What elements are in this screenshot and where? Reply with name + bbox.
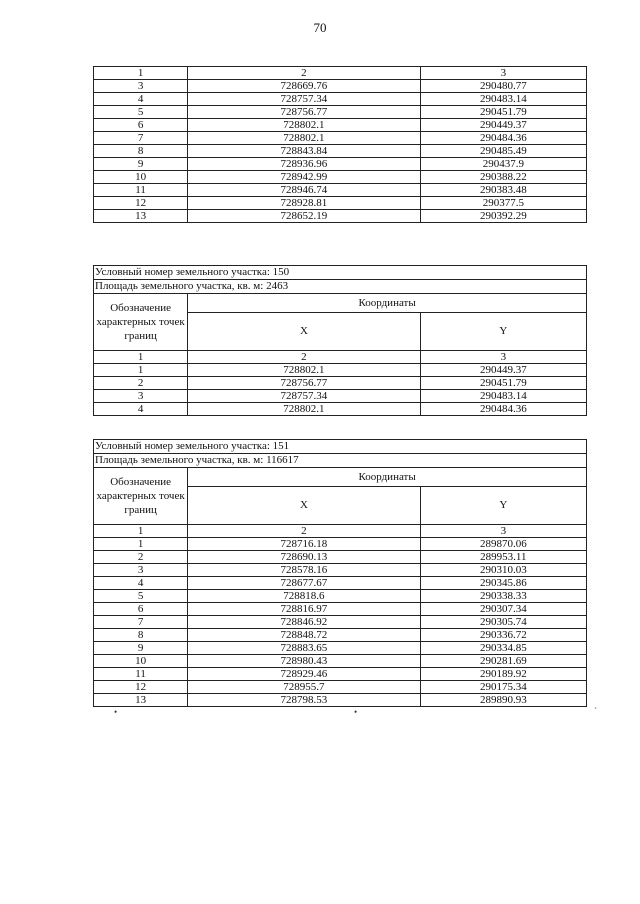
column-number: 2	[188, 67, 420, 80]
point-number-cell: 4	[94, 577, 188, 590]
table-row	[94, 655, 587, 668]
y-column-header: Y	[420, 486, 586, 524]
column-number: 1	[94, 67, 188, 80]
y-coordinate-cell: 289870.06	[420, 538, 586, 551]
table-row	[94, 616, 587, 629]
plot-area-row	[94, 454, 587, 468]
point-number-cell: 2	[94, 551, 188, 564]
point-number-cell: 9	[94, 158, 188, 171]
y-coordinate-cell: 290480.77	[420, 80, 586, 93]
x-coordinate-cell: 728690.13	[188, 551, 420, 564]
column-number: 3	[420, 351, 586, 364]
x-coordinate-cell: 728757.34	[188, 390, 420, 403]
point-number-cell: 8	[94, 629, 188, 642]
y-coordinate-cell: 290377.5	[420, 197, 586, 210]
column-number: 1	[94, 351, 188, 364]
y-coordinate-cell: 290388.22	[420, 171, 586, 184]
point-number-cell: 3	[94, 80, 188, 93]
y-coordinate-cell: 290281.69	[420, 655, 586, 668]
y-coordinate-cell: 290310.03	[420, 564, 586, 577]
point-number-cell: 6	[94, 119, 188, 132]
table-row	[94, 403, 587, 416]
x-coordinate-cell: 728802.1	[188, 403, 420, 416]
coordinates-header: Координаты	[188, 294, 587, 313]
x-coordinate-cell: 728848.72	[188, 629, 420, 642]
table-row	[94, 681, 587, 694]
point-number-cell: 6	[94, 603, 188, 616]
table-row	[94, 145, 587, 158]
table-row	[94, 551, 587, 564]
table-row	[94, 184, 587, 197]
coordinates-header: Координаты	[188, 468, 587, 487]
y-column-header: Y	[420, 312, 586, 350]
y-coordinate-cell: 290305.74	[420, 616, 586, 629]
point-number-cell: 3	[94, 390, 188, 403]
y-coordinate-cell: 290338.33	[420, 590, 586, 603]
column-number-row	[94, 525, 587, 538]
point-number-cell: 10	[94, 655, 188, 668]
column-number: 3	[420, 67, 586, 80]
plot-area-row	[94, 280, 587, 294]
y-coordinate-cell: 290449.37	[420, 364, 586, 377]
table-row	[94, 603, 587, 616]
plot-151-table	[93, 439, 587, 707]
x-coordinate-cell: 728716.18	[188, 538, 420, 551]
y-coordinate-cell: 290383.48	[420, 184, 586, 197]
table-row	[94, 197, 587, 210]
column-number: 2	[188, 351, 420, 364]
table-row	[94, 80, 587, 93]
point-number-cell: 12	[94, 681, 188, 694]
plot-number-row	[94, 266, 587, 280]
point-number-cell: 11	[94, 184, 188, 197]
y-coordinate-cell: 290484.36	[420, 132, 586, 145]
table-row	[94, 377, 587, 390]
x-coordinate-cell: 728846.92	[188, 616, 420, 629]
x-coordinate-cell: 728928.81	[188, 197, 420, 210]
point-number-cell: 2	[94, 377, 188, 390]
y-coordinate-cell: 290484.36	[420, 403, 586, 416]
point-number-cell: 13	[94, 210, 188, 223]
x-coordinate-cell: 728802.1	[188, 364, 420, 377]
x-coordinate-cell: 728757.34	[188, 93, 420, 106]
point-number-cell: 13	[94, 694, 188, 707]
table-row	[94, 210, 587, 223]
y-coordinate-cell: 290451.79	[420, 106, 586, 119]
table-row	[94, 629, 587, 642]
y-coordinate-cell: 290483.14	[420, 93, 586, 106]
x-column-header: X	[188, 486, 420, 524]
column-number: 2	[188, 525, 420, 538]
x-coordinate-cell: 728946.74	[188, 184, 420, 197]
y-coordinate-cell: 290449.37	[420, 119, 586, 132]
table-row	[94, 119, 587, 132]
scan-speck: •	[354, 707, 358, 717]
point-number-cell: 1	[94, 538, 188, 551]
point-number-cell: 11	[94, 668, 188, 681]
continuation-coordinates-table	[93, 66, 587, 223]
plot-number-text: Условный номер земельного участка: 151	[94, 440, 587, 454]
y-coordinate-cell: 290175.34	[420, 681, 586, 694]
x-coordinate-cell: 728929.46	[188, 668, 420, 681]
y-coordinate-cell: 290307.34	[420, 603, 586, 616]
y-coordinate-cell: 290345.86	[420, 577, 586, 590]
x-coordinate-cell: 728677.67	[188, 577, 420, 590]
x-coordinate-cell: 728756.77	[188, 106, 420, 119]
point-number-cell: 5	[94, 106, 188, 119]
table-row	[94, 158, 587, 171]
point-number-cell: 5	[94, 590, 188, 603]
table-row	[94, 538, 587, 551]
table-row	[94, 171, 587, 184]
table-row	[94, 132, 587, 145]
plot-area-text: Площадь земельного участка, кв. м: 116617	[94, 454, 587, 468]
plot-area-text: Площадь земельного участка, кв. м: 2463	[94, 280, 587, 294]
point-number-cell: 7	[94, 616, 188, 629]
table-row	[94, 694, 587, 707]
x-coordinate-cell: 728578.16	[188, 564, 420, 577]
x-coordinate-cell: 728798.53	[188, 694, 420, 707]
point-number-cell: 4	[94, 93, 188, 106]
x-coordinate-cell: 728955.7	[188, 681, 420, 694]
column-number-row	[94, 67, 587, 80]
table-row	[94, 642, 587, 655]
point-number-cell: 9	[94, 642, 188, 655]
y-coordinate-cell: 290336.72	[420, 629, 586, 642]
y-coordinate-cell: 290189.92	[420, 668, 586, 681]
x-coordinate-cell: 728652.19	[188, 210, 420, 223]
point-number-cell: 10	[94, 171, 188, 184]
x-coordinate-cell: 728942.99	[188, 171, 420, 184]
x-coordinate-cell: 728818.6	[188, 590, 420, 603]
table-row	[94, 390, 587, 403]
x-coordinate-cell: 728816.97	[188, 603, 420, 616]
plot-number-row	[94, 440, 587, 454]
y-coordinate-cell: 290437.9	[420, 158, 586, 171]
y-coordinate-cell: 290485.49	[420, 145, 586, 158]
point-number-cell: 8	[94, 145, 188, 158]
x-coordinate-cell: 728980.43	[188, 655, 420, 668]
x-coordinate-cell: 728756.77	[188, 377, 420, 390]
y-coordinate-cell: 290334.85	[420, 642, 586, 655]
point-number-cell: 3	[94, 564, 188, 577]
scan-speck: •	[114, 707, 118, 717]
x-coordinate-cell: 728669.76	[188, 80, 420, 93]
column-number: 1	[94, 525, 188, 538]
column-number-row	[94, 351, 587, 364]
table-row	[94, 577, 587, 590]
table-row	[94, 590, 587, 603]
point-number-cell: 7	[94, 132, 188, 145]
plot-number-text: Условный номер земельного участка: 150	[94, 266, 587, 280]
point-designation-header: Обозначение характерных точек границ	[94, 468, 188, 525]
x-column-header: X	[188, 312, 420, 350]
y-coordinate-cell: 289953.11	[420, 551, 586, 564]
table-row	[94, 364, 587, 377]
y-coordinate-cell: 289890.93	[420, 694, 586, 707]
table-row	[94, 564, 587, 577]
x-coordinate-cell: 728843.84	[188, 145, 420, 158]
y-coordinate-cell: 290451.79	[420, 377, 586, 390]
x-coordinate-cell: 728936.96	[188, 158, 420, 171]
plot-150-table	[93, 265, 587, 416]
page-number: 70	[313, 20, 327, 35]
column-number: 3	[420, 525, 586, 538]
point-number-cell: 12	[94, 197, 188, 210]
x-coordinate-cell: 728883.65	[188, 642, 420, 655]
point-number-cell: 1	[94, 364, 188, 377]
y-coordinate-cell: 290392.29	[420, 210, 586, 223]
x-coordinate-cell: 728802.1	[188, 132, 420, 145]
table-row	[94, 93, 587, 106]
table-row	[94, 668, 587, 681]
point-number-cell: 4	[94, 403, 188, 416]
table-row	[94, 106, 587, 119]
scan-speck: ˋ	[594, 706, 597, 716]
x-coordinate-cell: 728802.1	[188, 119, 420, 132]
y-coordinate-cell: 290483.14	[420, 390, 586, 403]
point-designation-header: Обозначение характерных точек границ	[94, 294, 188, 351]
